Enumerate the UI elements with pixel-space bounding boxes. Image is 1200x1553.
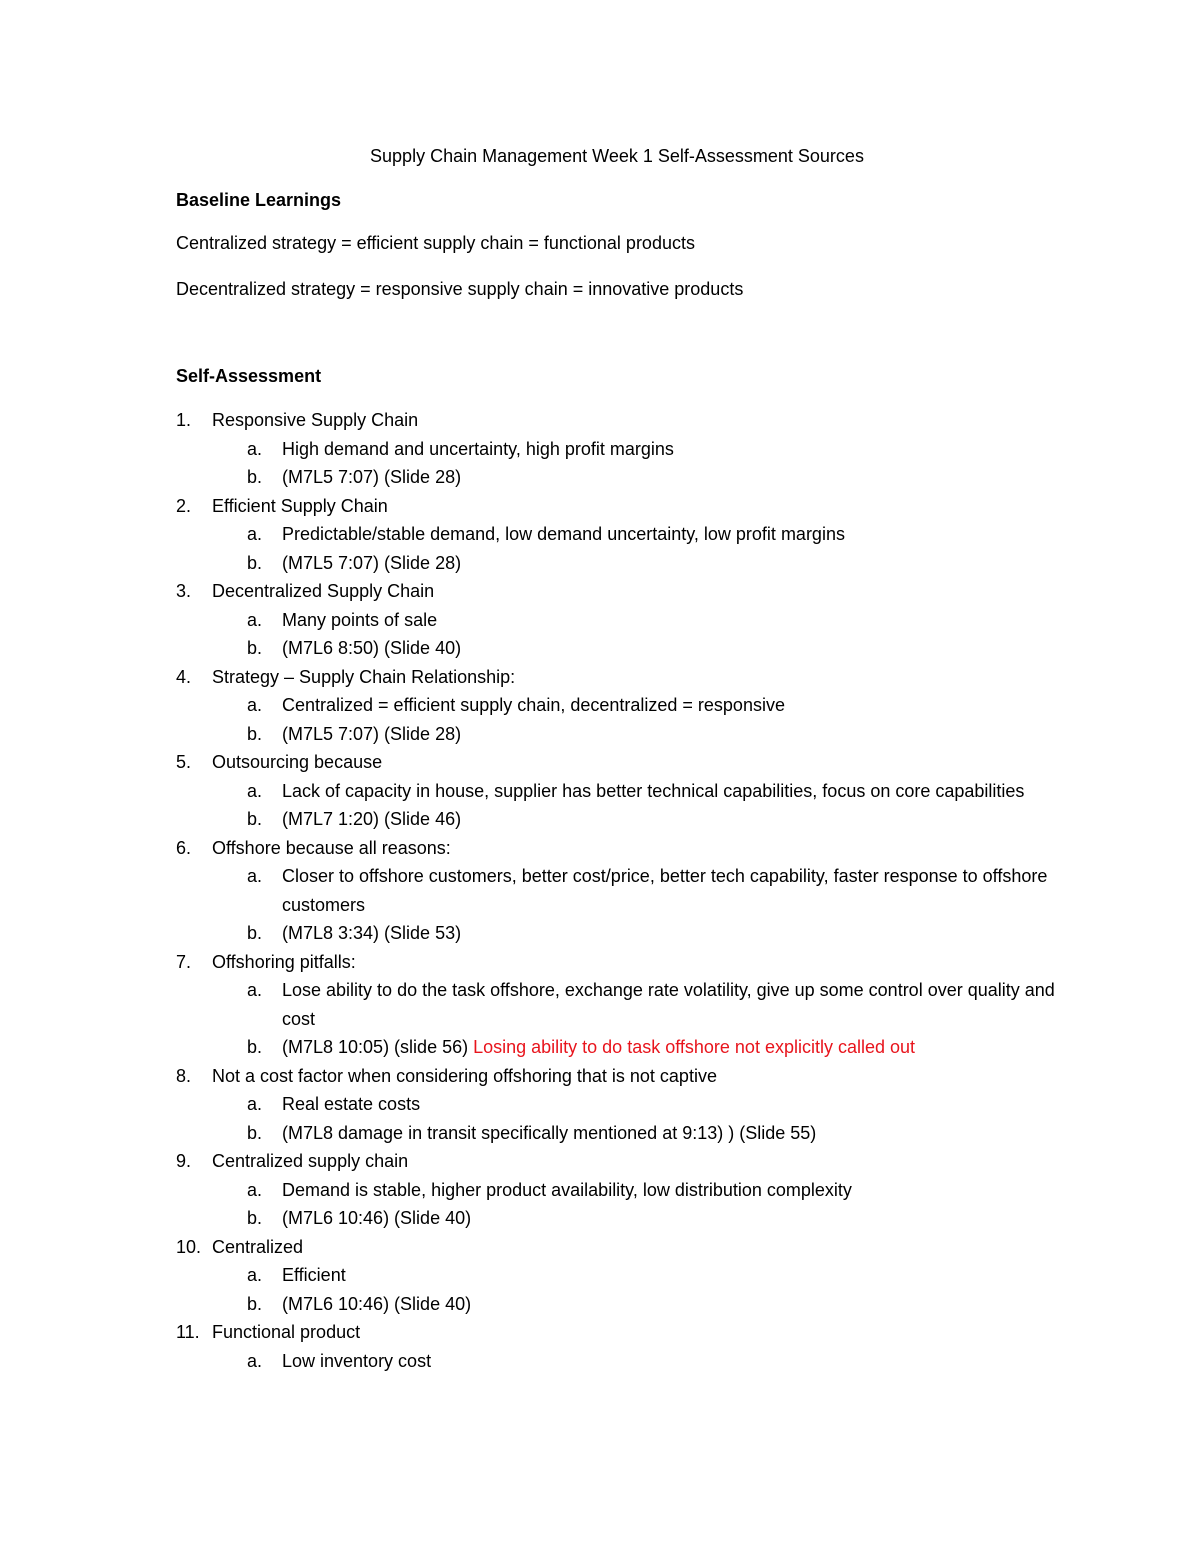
- list-item: [0, 663, 1200, 692]
- sub-item: [0, 720, 1200, 749]
- sub-item-text-block: [282, 1347, 1082, 1376]
- self-assessment-heading: Self-Assessment: [176, 366, 322, 386]
- list-item-text: Efficient Supply Chain: [212, 495, 388, 516]
- list-item-number: 10.: [176, 1236, 202, 1257]
- sub-item-text-block: [282, 606, 1082, 635]
- baseline-line-1: Centralized strategy = efficient supply chain = functional products: [176, 233, 695, 253]
- sub-item-text: Predictable/stable demand, low demand uncertainty, low profit margins: [282, 524, 845, 544]
- self-assessment-list: [0, 406, 1200, 1375]
- sub-item: [0, 1176, 1200, 1205]
- list-item: [0, 577, 1200, 606]
- sub-item-letter: a.: [247, 695, 263, 715]
- sub-item-text: (M7L6 10:46) (Slide 40): [282, 1293, 472, 1314]
- list-item-text: Centralized supply chain: [212, 1151, 409, 1171]
- sub-item: [0, 606, 1200, 635]
- sub-item-text-block: [282, 1119, 1082, 1148]
- baseline-heading: Baseline Learnings: [176, 190, 342, 210]
- sub-item-text: Lose ability to do the task offshore, exchange rate volatility, give up some control over quality and cost: [282, 980, 1055, 1029]
- sub-item-text-block: [282, 1176, 1082, 1205]
- sub-item-text-block: [282, 862, 1082, 919]
- list-item-number: 6.: [176, 837, 192, 858]
- sub-item: [0, 634, 1200, 663]
- list-item-number: 8.: [176, 1065, 192, 1086]
- sub-item-letter: b.: [247, 809, 263, 829]
- sub-item: [0, 1261, 1200, 1290]
- document-title: Supply Chain Management Week 1 Self-Assessment Sources: [370, 146, 864, 166]
- sub-item-text: (M7L8 3:34) (Slide 53): [282, 923, 462, 943]
- list-item-text: Outsourcing because: [212, 752, 383, 772]
- list-item-text: Offshoring pitfalls:: [212, 951, 356, 972]
- sub-item-letter: a.: [247, 780, 263, 801]
- list-item: [0, 1318, 1200, 1347]
- sub-item-text-block: [282, 634, 1082, 663]
- list-item-number: 5.: [176, 752, 192, 772]
- sub-item-text-block: [282, 435, 1082, 464]
- sub-item-letter: b.: [247, 723, 263, 744]
- sub-item: [0, 1290, 1200, 1319]
- sub-item-note: Losing ability to do task offshore not explicitly called out: [473, 1037, 916, 1057]
- list-item-number: 9.: [176, 1151, 192, 1171]
- sub-item-text: High demand and uncertainty, high profit margins: [282, 438, 674, 459]
- sub-item-letter: a.: [247, 438, 263, 459]
- sub-item-letter: b.: [247, 1208, 263, 1228]
- sub-item-letter: a.: [247, 524, 263, 544]
- sub-item-letter: b.: [247, 552, 263, 573]
- sub-item-letter: a.: [247, 1265, 263, 1285]
- sub-item: [0, 1033, 1200, 1062]
- sub-item-letter: a.: [247, 1350, 263, 1371]
- sub-item: [0, 520, 1200, 549]
- list-item: [0, 406, 1200, 435]
- sub-item-text: (M7L8 10:05) (slide 56): [282, 1037, 474, 1057]
- sub-item-text: Lack of capacity in house, supplier has better technical capabilities, focus on core capabilities: [282, 780, 1025, 801]
- sub-item-text-block: [282, 1204, 1082, 1233]
- list-item: [0, 948, 1200, 977]
- sub-item: [0, 463, 1200, 492]
- list-item-number: 11.: [176, 1322, 200, 1342]
- list-item-text: Strategy – Supply Chain Relationship:: [212, 666, 516, 687]
- sub-item-letter: a.: [247, 980, 263, 1000]
- sub-item-letter: b.: [247, 1122, 263, 1143]
- sub-item: [0, 1347, 1200, 1376]
- sub-item-letter: b.: [247, 638, 263, 658]
- sub-item-text-block: [282, 720, 1082, 749]
- list-item: [0, 492, 1200, 521]
- sub-item-text: Closer to offshore customers, better cost/price, better tech capability, faster response to offshore customers: [282, 866, 1048, 915]
- list-item-number: 2.: [176, 495, 192, 516]
- sub-item: [0, 919, 1200, 948]
- sub-item-text-block: [282, 805, 1082, 834]
- list-item-text: Centralized: [212, 1236, 304, 1257]
- sub-item-text: Low inventory cost: [282, 1350, 432, 1371]
- sub-item-text-block: [282, 777, 1082, 806]
- sub-item: [0, 691, 1200, 720]
- list-item-text: Responsive Supply Chain: [212, 410, 419, 430]
- sub-item-text-block: [282, 1090, 1082, 1119]
- sub-item-text-block: [282, 463, 1082, 492]
- sub-item-text-block: [282, 1033, 1082, 1062]
- sub-item: [0, 549, 1200, 578]
- sub-item-letter: b.: [247, 1037, 263, 1057]
- list-item-number: 3.: [176, 581, 192, 601]
- sub-item-text: Many points of sale: [282, 609, 438, 630]
- sub-item-text-block: [282, 919, 1082, 948]
- sub-item-text-block: [282, 1290, 1082, 1319]
- sub-item: [0, 862, 1200, 919]
- list-item: [0, 1233, 1200, 1262]
- sub-item-text-block: [282, 1261, 1082, 1290]
- sub-item: [0, 777, 1200, 806]
- list-item: [0, 1062, 1200, 1091]
- sub-item-text-block: [282, 520, 1082, 549]
- sub-item: [0, 435, 1200, 464]
- sub-item: [0, 1090, 1200, 1119]
- sub-item-text: (M7L6 10:46) (Slide 40): [282, 1208, 472, 1228]
- sub-item: [0, 976, 1200, 1033]
- list-item-text: Offshore because all reasons:: [212, 837, 451, 858]
- sub-item-letter: b.: [247, 467, 263, 487]
- sub-item-text: Efficient: [282, 1265, 346, 1285]
- list-item: [0, 748, 1200, 777]
- sub-item-text: Demand is stable, higher product availability, low distribution complexity: [282, 1179, 852, 1200]
- sub-item-text: (M7L8 damage in transit specifically mentioned at 9:13) ) (Slide 55): [282, 1122, 817, 1143]
- sub-item-letter: a.: [247, 866, 263, 886]
- baseline-line-2: Decentralized strategy = responsive supply chain = innovative products: [176, 279, 744, 299]
- list-item: [0, 1147, 1200, 1176]
- list-item-number: 1.: [176, 410, 192, 430]
- list-item-number: 4.: [176, 666, 192, 687]
- sub-item-text: Centralized = efficient supply chain, decentralized = responsive: [282, 695, 785, 715]
- sub-item: [0, 805, 1200, 834]
- sub-item-text: (M7L5 7:07) (Slide 28): [282, 723, 462, 744]
- sub-item-text-block: [282, 976, 1082, 1033]
- list-item-text: Functional product: [212, 1322, 361, 1342]
- sub-item-text-block: [282, 691, 1082, 720]
- list-item-text: Decentralized Supply Chain: [212, 581, 435, 601]
- sub-item-text: (M7L5 7:07) (Slide 28): [282, 467, 462, 487]
- sub-item-text: Real estate costs: [282, 1094, 421, 1114]
- list-item-text: Not a cost factor when considering offshoring that is not captive: [212, 1065, 717, 1086]
- list-item-number: 7.: [176, 951, 192, 972]
- sub-item-letter: a.: [247, 1179, 263, 1200]
- sub-item-text: (M7L7 1:20) (Slide 46): [282, 809, 462, 829]
- sub-item-letter: b.: [247, 923, 263, 943]
- sub-item-letter: b.: [247, 1293, 263, 1314]
- sub-item-text-block: [282, 549, 1082, 578]
- sub-item: [0, 1119, 1200, 1148]
- sub-item: [0, 1204, 1200, 1233]
- sub-item-text: (M7L5 7:07) (Slide 28): [282, 552, 462, 573]
- sub-item-letter: a.: [247, 1094, 263, 1114]
- sub-item-letter: a.: [247, 609, 263, 630]
- list-item: [0, 834, 1200, 863]
- sub-item-text: (M7L6 8:50) (Slide 40): [282, 638, 462, 658]
